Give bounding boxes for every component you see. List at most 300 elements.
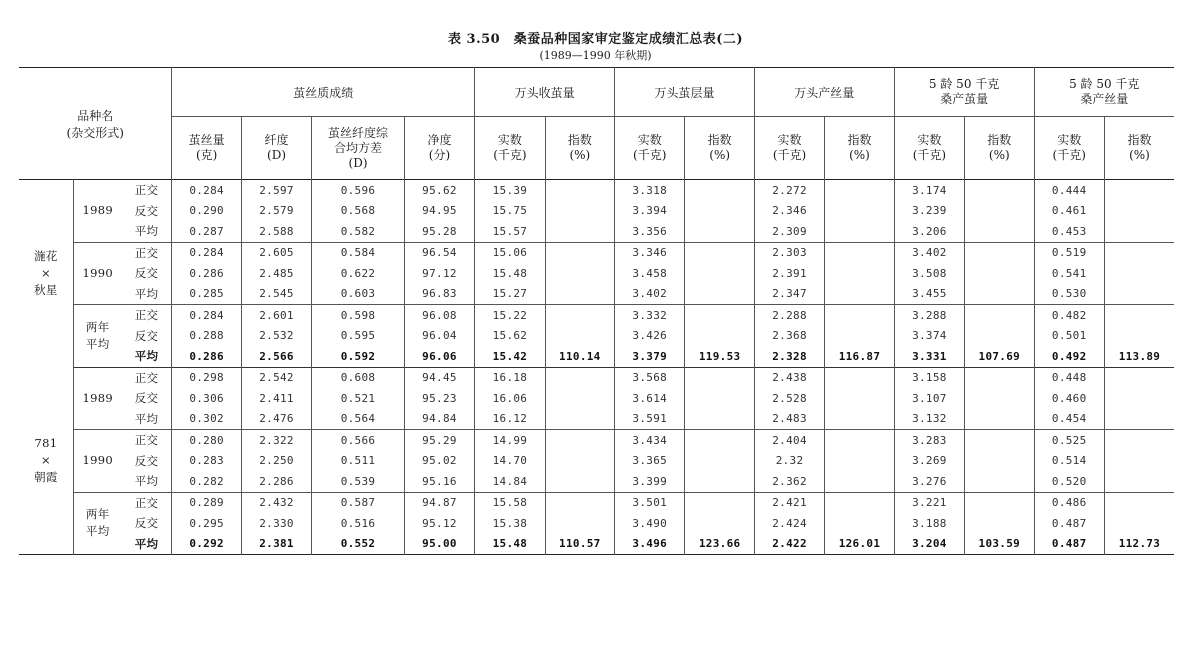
table-row: [19, 201, 1174, 222]
value-cell: 2.438: [754, 367, 824, 388]
value-cell: 2.362: [754, 471, 824, 492]
value-cell: [1104, 409, 1174, 430]
subheader-cell: 实数 (千克): [1034, 117, 1104, 180]
value-cell: 0.286: [172, 263, 241, 284]
value-cell: [965, 409, 1034, 430]
value-cell: 0.287: [172, 221, 241, 242]
cross-type-cell: 反交: [134, 203, 159, 218]
value-cell: 94.45: [404, 367, 474, 388]
value-cell: 3.221: [894, 492, 964, 513]
value-cell: 2.421: [754, 492, 824, 513]
value-cell: [1104, 326, 1174, 347]
value-cell: 2.328: [754, 346, 824, 367]
value-cell: 0.285: [172, 284, 241, 305]
value-cell: [545, 471, 614, 492]
value-cell: [685, 451, 754, 472]
value-cell: 2.579: [241, 201, 311, 222]
value-cell: [825, 513, 894, 534]
value-cell: [685, 471, 754, 492]
value-cell: [1104, 180, 1174, 201]
value-cell: 15.58: [475, 492, 545, 513]
value-cell: [545, 513, 614, 534]
table-row: [19, 367, 1174, 388]
value-cell: 0.486: [1034, 492, 1104, 513]
value-cell: [825, 471, 894, 492]
value-cell: 3.508: [894, 263, 964, 284]
value-cell: 3.332: [615, 305, 685, 326]
variety-header-line2: (杂交形式): [66, 125, 124, 140]
value-cell: 0.511: [312, 451, 405, 472]
cross-type-cell: 平均: [134, 536, 159, 551]
value-cell: 2.346: [754, 201, 824, 222]
value-cell: [965, 430, 1034, 451]
value-cell: [965, 201, 1034, 222]
value-cell: 95.00: [404, 534, 474, 555]
value-cell: 3.426: [615, 326, 685, 347]
value-cell: 95.23: [404, 388, 474, 409]
value-cell: [1104, 305, 1174, 326]
table-row: [19, 388, 1174, 409]
value-cell: 0.492: [1034, 346, 1104, 367]
value-cell: [545, 451, 614, 472]
table-row: [19, 346, 1174, 367]
cross-type-cell: 反交: [134, 516, 159, 531]
subheader-cell: 指数 (%): [545, 117, 614, 180]
value-cell: [965, 180, 1034, 201]
value-cell: 3.394: [615, 201, 685, 222]
subheader-cell: 纤度 (D): [241, 117, 311, 180]
value-cell: [825, 367, 894, 388]
value-cell: 15.06: [475, 242, 545, 263]
value-cell: 0.487: [1034, 534, 1104, 555]
cross-type-cell: 反交: [134, 453, 159, 468]
value-cell: [825, 201, 894, 222]
value-cell: 3.399: [615, 471, 685, 492]
group-header-silk-yield: 万头产丝量: [754, 68, 894, 117]
value-cell: [965, 451, 1034, 472]
value-cell: [1104, 242, 1174, 263]
value-cell: [825, 305, 894, 326]
value-cell: 0.482: [1034, 305, 1104, 326]
value-cell: [825, 409, 894, 430]
cross-type-cell: 反交: [134, 391, 159, 406]
value-cell: 103.59: [965, 534, 1034, 555]
value-cell: 0.592: [312, 346, 405, 367]
value-cell: 3.591: [615, 409, 685, 430]
value-cell: [545, 388, 614, 409]
value-cell: 0.582: [312, 221, 405, 242]
value-cell: 16.06: [475, 388, 545, 409]
variety-cell: 湤花 × 秋星: [34, 249, 58, 297]
value-cell: 119.53: [685, 346, 754, 367]
year-cell: 1990: [73, 242, 121, 305]
value-cell: 0.444: [1034, 180, 1104, 201]
value-cell: 0.539: [312, 471, 405, 492]
value-cell: 0.288: [172, 326, 241, 347]
value-cell: 123.66: [685, 534, 754, 555]
value-cell: [685, 180, 754, 201]
value-cell: [825, 430, 894, 451]
value-cell: [965, 471, 1034, 492]
value-cell: [825, 284, 894, 305]
value-cell: 3.132: [894, 409, 964, 430]
value-cell: 2.601: [241, 305, 311, 326]
value-cell: [1104, 513, 1174, 534]
value-cell: 0.596: [312, 180, 405, 201]
value-cell: 2.411: [241, 388, 311, 409]
value-cell: 0.289: [172, 492, 241, 513]
value-cell: 2.597: [241, 180, 311, 201]
value-cell: 0.282: [172, 471, 241, 492]
table-body: [19, 180, 1174, 555]
value-cell: 2.566: [241, 346, 311, 367]
value-cell: 16.18: [475, 367, 545, 388]
value-cell: 14.84: [475, 471, 545, 492]
value-cell: [825, 451, 894, 472]
value-cell: [685, 201, 754, 222]
value-cell: [685, 242, 754, 263]
value-cell: [545, 492, 614, 513]
value-cell: 0.295: [172, 513, 241, 534]
value-cell: 2.545: [241, 284, 311, 305]
value-cell: [545, 201, 614, 222]
value-cell: 3.283: [894, 430, 964, 451]
cross-type-cell: 正交: [122, 242, 172, 263]
value-cell: 0.566: [312, 430, 405, 451]
value-cell: 0.298: [172, 367, 241, 388]
results-table: [19, 67, 1174, 555]
value-cell: 2.272: [754, 180, 824, 201]
value-cell: [685, 263, 754, 284]
value-cell: 15.75: [475, 201, 545, 222]
value-cell: 15.27: [475, 284, 545, 305]
value-cell: 0.608: [312, 367, 405, 388]
subheader-cell: 实数 (千克): [894, 117, 964, 180]
value-cell: 15.57: [475, 221, 545, 242]
value-cell: 15.22: [475, 305, 545, 326]
value-cell: 96.08: [404, 305, 474, 326]
value-cell: [545, 221, 614, 242]
value-cell: [1104, 388, 1174, 409]
table-title: 表 3.50 桑蚕品种国家审定鉴定成绩汇总表(二): [448, 32, 743, 47]
value-cell: 0.453: [1034, 221, 1104, 242]
variety-header-line1: 品种名: [77, 108, 114, 123]
value-cell: 0.552: [312, 534, 405, 555]
value-cell: [1104, 284, 1174, 305]
value-cell: [1104, 221, 1174, 242]
table-row: [19, 263, 1174, 284]
subheader-cell: 指数 (%): [965, 117, 1034, 180]
value-cell: 0.306: [172, 388, 241, 409]
value-cell: 2.422: [754, 534, 824, 555]
cross-type-cell: 正交: [122, 492, 172, 513]
value-cell: 3.568: [615, 367, 685, 388]
value-cell: 95.62: [404, 180, 474, 201]
year-cell: 1989: [73, 367, 121, 430]
value-cell: 2.483: [754, 409, 824, 430]
value-cell: 3.158: [894, 367, 964, 388]
year-cell: 两年 平均: [73, 305, 121, 368]
value-cell: 15.38: [475, 513, 545, 534]
table-subtitle: (1989—1990 年秋期): [539, 49, 652, 62]
value-cell: 3.374: [894, 326, 964, 347]
value-cell: 95.29: [404, 430, 474, 451]
value-cell: 0.530: [1034, 284, 1104, 305]
table-row: [19, 451, 1174, 472]
value-cell: 2.309: [754, 221, 824, 242]
table-header: [19, 68, 1174, 180]
table-row: [19, 305, 1174, 326]
value-cell: 16.12: [475, 409, 545, 430]
value-cell: 126.01: [825, 534, 894, 555]
value-cell: [685, 284, 754, 305]
value-cell: 0.516: [312, 513, 405, 534]
value-cell: [1104, 367, 1174, 388]
value-cell: 2.391: [754, 263, 824, 284]
value-cell: 112.73: [1104, 534, 1174, 555]
value-cell: 0.521: [312, 388, 405, 409]
value-cell: 0.284: [172, 305, 241, 326]
table-row: [19, 221, 1174, 242]
value-cell: 2.250: [241, 451, 311, 472]
value-cell: 2.424: [754, 513, 824, 534]
value-cell: 96.54: [404, 242, 474, 263]
cross-type-cell: 反交: [134, 328, 159, 343]
subheader-cell: 指数 (%): [825, 117, 894, 180]
value-cell: 2.286: [241, 471, 311, 492]
value-cell: 97.12: [404, 263, 474, 284]
value-cell: 3.614: [615, 388, 685, 409]
value-cell: [965, 242, 1034, 263]
value-cell: 0.448: [1034, 367, 1104, 388]
value-cell: 3.239: [894, 201, 964, 222]
value-cell: [825, 388, 894, 409]
value-cell: [965, 221, 1034, 242]
value-cell: 2.322: [241, 430, 311, 451]
subheader-cell: 实数 (千克): [754, 117, 824, 180]
cross-type-cell: 反交: [134, 266, 159, 281]
value-cell: 3.276: [894, 471, 964, 492]
value-cell: 2.432: [241, 492, 311, 513]
value-cell: [685, 221, 754, 242]
table-row: [19, 409, 1174, 430]
table-row: [19, 284, 1174, 305]
value-cell: 2.32: [754, 451, 824, 472]
table-row: [19, 471, 1174, 492]
value-cell: 0.622: [312, 263, 405, 284]
value-cell: 94.87: [404, 492, 474, 513]
value-cell: 3.455: [894, 284, 964, 305]
value-cell: 3.402: [615, 284, 685, 305]
table-row: [19, 180, 1174, 201]
value-cell: [965, 263, 1034, 284]
value-cell: 3.402: [894, 242, 964, 263]
value-cell: [685, 367, 754, 388]
value-cell: [825, 326, 894, 347]
value-cell: 0.454: [1034, 409, 1104, 430]
group-header-silk-quality: 茧丝质成绩: [172, 68, 475, 117]
value-cell: 0.461: [1034, 201, 1104, 222]
value-cell: 2.605: [241, 242, 311, 263]
value-cell: [545, 430, 614, 451]
value-cell: 94.84: [404, 409, 474, 430]
value-cell: 2.404: [754, 430, 824, 451]
value-cell: 2.476: [241, 409, 311, 430]
value-cell: [965, 326, 1034, 347]
value-cell: 3.490: [615, 513, 685, 534]
value-cell: [685, 492, 754, 513]
value-cell: 14.70: [475, 451, 545, 472]
value-cell: 15.48: [475, 263, 545, 284]
value-cell: 3.269: [894, 451, 964, 472]
value-cell: [545, 409, 614, 430]
value-cell: [825, 242, 894, 263]
cross-type-cell: 正交: [122, 367, 172, 388]
value-cell: 94.95: [404, 201, 474, 222]
value-cell: [685, 388, 754, 409]
value-cell: 2.588: [241, 221, 311, 242]
value-cell: 3.206: [894, 221, 964, 242]
value-cell: 15.42: [475, 346, 545, 367]
value-cell: 96.06: [404, 346, 474, 367]
cross-type-cell: 正交: [134, 183, 159, 198]
table-row: [19, 326, 1174, 347]
value-cell: [1104, 451, 1174, 472]
value-cell: 3.379: [615, 346, 685, 367]
value-cell: [545, 367, 614, 388]
subheader-cell: 净度 (分): [404, 117, 474, 180]
value-cell: 96.04: [404, 326, 474, 347]
value-cell: [1104, 430, 1174, 451]
value-cell: 3.318: [615, 180, 685, 201]
value-cell: 2.303: [754, 242, 824, 263]
value-cell: 15.48: [475, 534, 545, 555]
value-cell: [545, 305, 614, 326]
table-row: [19, 430, 1174, 451]
value-cell: 96.83: [404, 284, 474, 305]
table-row: [19, 492, 1174, 513]
value-cell: 95.28: [404, 221, 474, 242]
subheader-cell: 指数 (%): [1104, 117, 1174, 180]
value-cell: [545, 180, 614, 201]
value-cell: [825, 221, 894, 242]
value-cell: 2.381: [241, 534, 311, 555]
value-cell: [965, 305, 1034, 326]
subheader-cell: 茧丝量 (克): [172, 117, 241, 180]
table-row: [19, 242, 1174, 263]
value-cell: [545, 242, 614, 263]
value-cell: 15.39: [475, 180, 545, 201]
value-cell: 0.519: [1034, 242, 1104, 263]
value-cell: [1104, 201, 1174, 222]
value-cell: 3.188: [894, 513, 964, 534]
value-cell: 0.501: [1034, 326, 1104, 347]
value-cell: 2.347: [754, 284, 824, 305]
value-cell: 0.290: [172, 201, 241, 222]
value-cell: 0.292: [172, 534, 241, 555]
value-cell: 110.14: [545, 346, 614, 367]
table-row: [19, 513, 1174, 534]
cross-type-cell: 平均: [134, 474, 159, 489]
value-cell: 0.514: [1034, 451, 1104, 472]
value-cell: [685, 305, 754, 326]
value-cell: 3.434: [615, 430, 685, 451]
value-cell: 0.603: [312, 284, 405, 305]
subheader-cell: 实数 (千克): [615, 117, 685, 180]
subheader-cell: 实数 (千克): [475, 117, 545, 180]
value-cell: 95.16: [404, 471, 474, 492]
value-cell: 3.346: [615, 242, 685, 263]
table-row: [19, 534, 1174, 555]
value-cell: 3.107: [894, 388, 964, 409]
value-cell: [685, 409, 754, 430]
subheader-cell: 指数 (%): [685, 117, 754, 180]
group-header-mulberry-cocoon: 5 龄 50 千克 桑产茧量: [894, 68, 1034, 117]
value-cell: 95.02: [404, 451, 474, 472]
value-cell: [685, 326, 754, 347]
value-cell: [545, 326, 614, 347]
value-cell: 110.57: [545, 534, 614, 555]
value-cell: 0.520: [1034, 471, 1104, 492]
value-cell: 0.487: [1034, 513, 1104, 534]
value-cell: [545, 284, 614, 305]
value-cell: 0.460: [1034, 388, 1104, 409]
value-cell: 0.584: [312, 242, 405, 263]
value-cell: 0.598: [312, 305, 405, 326]
value-cell: 15.62: [475, 326, 545, 347]
cross-type-cell: 平均: [134, 224, 159, 239]
value-cell: [965, 367, 1034, 388]
value-cell: 0.595: [312, 326, 405, 347]
value-cell: 3.174: [894, 180, 964, 201]
value-cell: [1104, 492, 1174, 513]
value-cell: 2.528: [754, 388, 824, 409]
value-cell: [685, 513, 754, 534]
value-cell: 113.89: [1104, 346, 1174, 367]
value-cell: 3.331: [894, 346, 964, 367]
group-header-mulberry-silk: 5 龄 50 千克 桑产丝量: [1034, 68, 1174, 117]
year-cell: 两年 平均: [73, 492, 121, 555]
value-cell: 2.485: [241, 263, 311, 284]
year-cell: 1989: [73, 180, 121, 243]
value-cell: [825, 492, 894, 513]
value-cell: [1104, 471, 1174, 492]
value-cell: 3.496: [615, 534, 685, 555]
variety-cell: 781 × 朝霞: [34, 436, 58, 484]
value-cell: [965, 388, 1034, 409]
cross-type-cell: 平均: [134, 286, 159, 301]
value-cell: [965, 492, 1034, 513]
value-cell: 2.368: [754, 326, 824, 347]
value-cell: 3.356: [615, 221, 685, 242]
value-cell: 2.330: [241, 513, 311, 534]
variety-header: [19, 68, 172, 180]
value-cell: 116.87: [825, 346, 894, 367]
value-cell: 0.284: [172, 180, 241, 201]
subheader-cell: 茧丝纤度综 合均方差 (D): [312, 117, 405, 180]
cross-type-cell: 平均: [134, 411, 159, 426]
value-cell: 0.283: [172, 451, 241, 472]
value-cell: 14.99: [475, 430, 545, 451]
group-header-shell-yield: 万头茧层量: [615, 68, 755, 117]
value-cell: [1104, 263, 1174, 284]
value-cell: 2.288: [754, 305, 824, 326]
group-header-cocoon-yield: 万头收茧量: [475, 68, 615, 117]
cross-type-cell: 正交: [122, 305, 172, 326]
cross-type-cell: 平均: [134, 349, 159, 364]
value-cell: 3.501: [615, 492, 685, 513]
value-cell: 2.542: [241, 367, 311, 388]
